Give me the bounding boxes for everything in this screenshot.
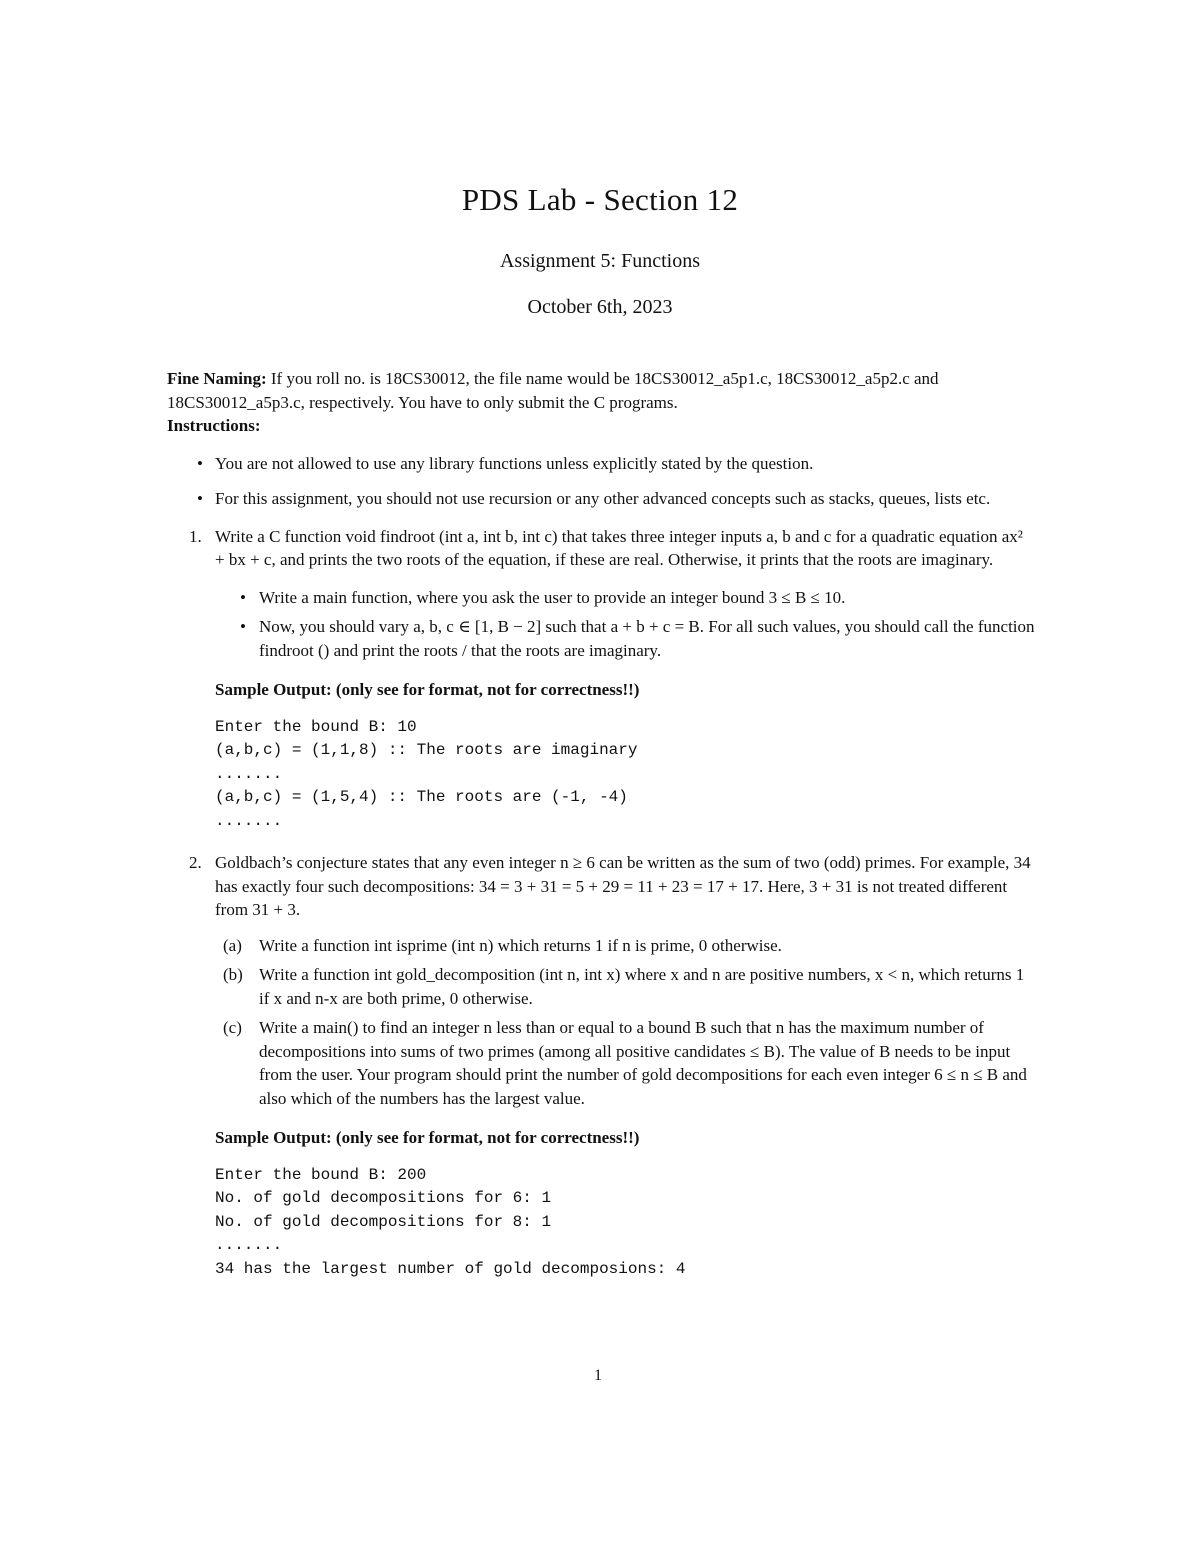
problem-2-part-a: (a) Write a function int isprime (int n) which returns 1 if n is prime, 0 otherwise.	[223, 935, 782, 955]
sample-output-code: Enter the bound B: 200 No. of gold decompositions for 6: 1 No. of gold decompositions for 8: 1 ....... 34 has the largest number of gold decomposions: 4	[215, 1165, 686, 1278]
problem-number: 2.	[189, 853, 202, 872]
problem-2-part-c: (c) Write a main() to find an integer n less than or equal to a bound B such that n has the maximum number of decompositions into sums of two primes (among all positive candidates ≤ B). The value of B needs to be input from the user. Your program should print the number of gold decompositions for each even integer 6 ≤ n ≤ B and also which of the numbers has the largest value.	[223, 1018, 1027, 1108]
bullet-icon: •	[197, 453, 203, 473]
problem-2	[167, 851, 1035, 922]
problem-1-bullet: • Write a main function, where you ask the user to provide an integer bound 3 ≤ B ≤ 10.	[167, 586, 1035, 610]
bullet-icon: •	[240, 617, 246, 636]
instruction-item: • You are not allowed to use any library functions unless explicitly stated by the question.	[167, 452, 1035, 476]
page-number: 1	[594, 1367, 602, 1384]
problem-1	[167, 525, 1035, 572]
bullet-icon: •	[240, 587, 246, 607]
document-body	[167, 367, 1035, 1281]
document-subtitle: Assignment 5: Functions	[499, 250, 700, 272]
problem-2-part-b: (b) Write a function int gold_decomposition (int n, int x) where x and n are positive numbers, x < n, which returns 1 if x and n-x are both prime, 0 otherwise.	[223, 965, 1025, 1008]
instruction-item: • For this assignment, you should not use recursion or any other advanced concepts such as stacks, queues, lists etc.	[167, 487, 1035, 511]
instructions-heading: Instructions:	[167, 416, 261, 435]
problem-text: Write a C function void findroot (int a, int b, int c) that takes three integer inputs a, b and c for a quadratic equation ax² + bx + c, and prints the two roots of the equation, if these are real. Otherwise, it prints that the roots are imaginary.	[215, 526, 1023, 569]
file-naming-label: Fine Naming:	[167, 369, 267, 388]
problem-number: 1.	[189, 526, 202, 546]
problem-text: Goldbach’s conjecture states that any even integer n ≥ 6 can be written as the sum of two (odd) primes. For example, 34 has exactly four such decompositions: 34 = 3 + 31 = 5 + 29 = 11 + 23 = 17 + 17. Here, 3 + 31 is not treated different from 31 + 3.	[215, 853, 1031, 919]
document-date: October 6th, 2023	[527, 296, 673, 318]
bullet-icon: •	[197, 489, 203, 508]
problem-1-bullet: • Now, you should vary a, b, c ∈ [1, B − 2] such that a + b + c = B. For all such values, you should call the function findroot () and print the roots / that the roots are imaginary.	[240, 617, 1035, 660]
sample-output-label: Sample Output: (only see for format, not for correctness!!)	[215, 1128, 640, 1147]
file-naming-text: If you roll no. is 18CS30012, the file name would be 18CS30012_a5p1.c, 18CS30012_a5p2.c and 18CS30012_a5p3.c, respectively. You have to only submit the C programs.	[167, 369, 939, 412]
document-title: PDS Lab - Section 12	[461, 182, 739, 217]
sample-output-code: Enter the bound B: 10 (a,b,c) = (1,1,8) :: The roots are imaginary ....... (a,b,c) = (1,5,4) :: The roots are (-1, -4) .......	[215, 717, 638, 830]
file-naming-paragraph	[167, 367, 1035, 414]
sample-output-label: Sample Output: (only see for format, not for correctness!!)	[215, 680, 640, 699]
